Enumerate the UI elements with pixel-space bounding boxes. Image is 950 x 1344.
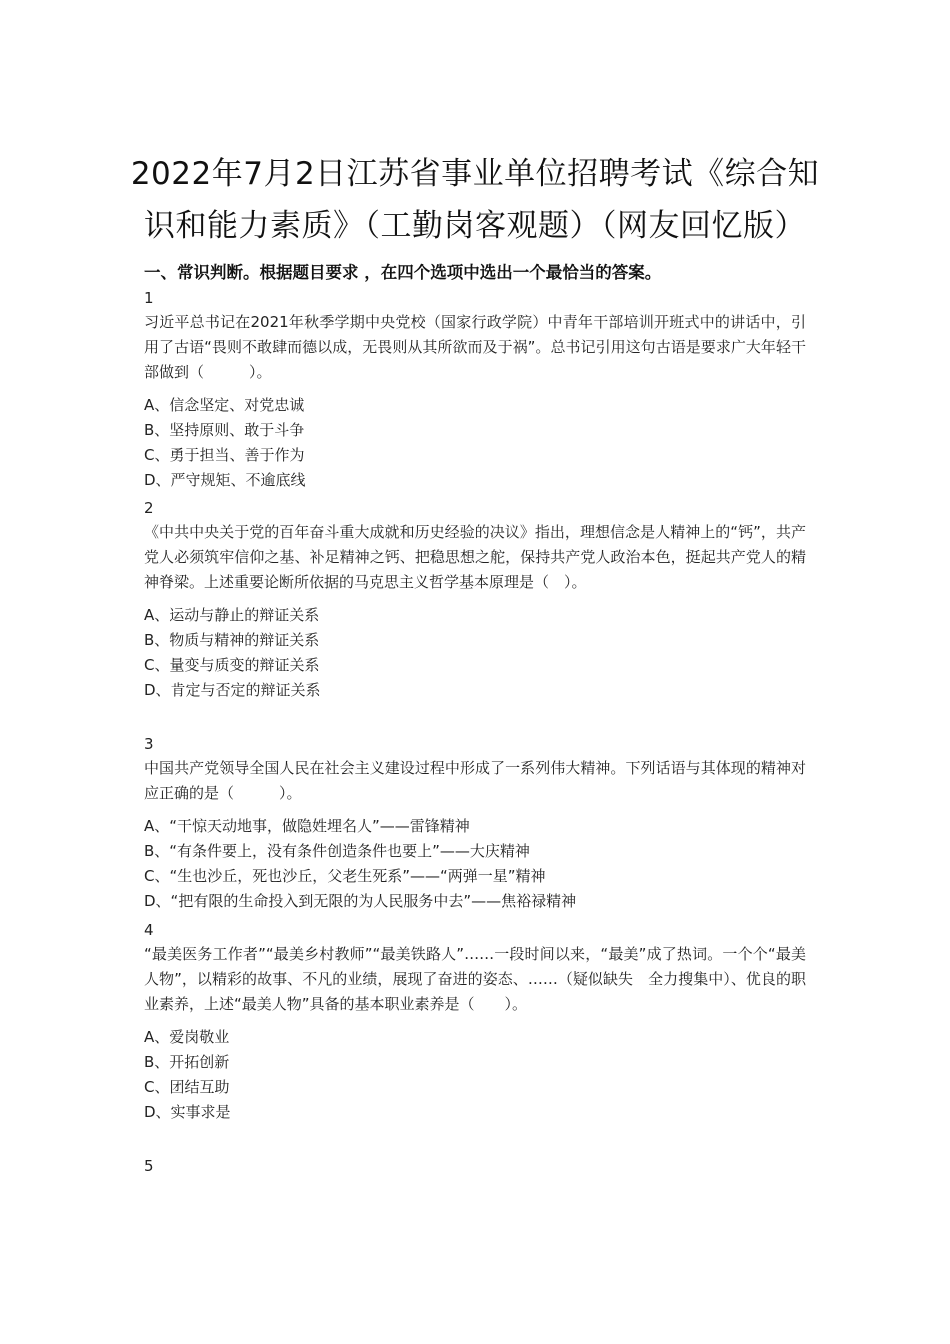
question-number: 5: [144, 1157, 154, 1175]
option-a: A、运动与静止的辩证关系: [144, 606, 320, 624]
option-d: D、严守规矩、不逾底线: [144, 471, 306, 489]
question-5: [144, 1154, 806, 1178]
option-d: D、“把有限的生命投入到无限的为人民服务中去”——焦裕禄精神: [144, 892, 577, 910]
option-a: A、“干惊天动地事，做隐姓埋名人”——雷锋精神: [144, 817, 470, 835]
question-number: 3: [144, 735, 154, 753]
question-3: [144, 732, 806, 914]
option-c: C、“生也沙丘，死也沙丘，父老生死系”——“两弹一星”精神: [144, 867, 546, 885]
option-b: B、开拓创新: [144, 1053, 230, 1071]
question-number: 1: [144, 289, 154, 307]
option-b: B、物质与精神的辩证关系: [144, 631, 320, 649]
option-d: D、肯定与否定的辩证关系: [144, 681, 321, 699]
option-a: A、信念坚定、对党忠诚: [144, 396, 305, 414]
option-d: D、实事求是: [144, 1103, 231, 1121]
option-a: A、爱岗敬业: [144, 1028, 230, 1046]
question-number: 2: [144, 499, 154, 517]
option-c: C、勇于担当、善于作为: [144, 446, 305, 464]
document-title: 2022年7月2日江苏省事业单位招聘考试《综合知识和能力素质》（工勤岗客观题）（网友回忆版）: [130, 156, 820, 244]
question-stem: “最美医务工作者”“最美乡村教师”“最美铁路人”……一段时间以来，“最美”成了热词。一个个“最美人物”，以精彩的故事、不凡的业绩，展现了奋进的姿态、……（疑似缺失 全力搜集中）、优良的职业素养，上述“最美人物”具备的基本职业素养是（ ）。: [144, 945, 806, 1013]
question-stem: 中国共产党领导全国人民在社会主义建设过程中形成了一系列伟大精神。下列话语与其体现的精神对应正确的是（ ）。: [144, 759, 806, 802]
question-2: [144, 496, 806, 703]
question-stem: 习近平总书记在2021年秋季学期中央党校（国家行政学院）中青年干部培训开班式中的讲话中，引用了古语“畏则不敢肆而德以成，无畏则从其所欲而及于祸”。总书记引用这句古语是要求广大年轻干部做到（ ）。: [144, 313, 806, 381]
option-c: C、量变与质变的辩证关系: [144, 656, 320, 674]
question-stem: 《中共中央关于党的百年奋斗重大成就和历史经验的决议》指出，理想信念是人精神上的“钙”，共产党人必须筑牢信仰之基、补足精神之钙、把稳思想之舵，保持共产党人政治本色，挺起共产党人的精神脊梁。上述重要论断所依据的马克思主义哲学基本原理是（ ）。: [144, 523, 806, 591]
section-heading: 一、常识判断。根据题目要求 ，在四个选项中选出一个最恰当的答案。: [144, 263, 662, 282]
question-1: [144, 286, 806, 493]
question-number: 4: [144, 921, 154, 939]
option-c: C、团结互助: [144, 1078, 230, 1096]
question-4: [144, 918, 806, 1125]
option-b: B、“有条件要上，没有条件创造条件也要上”——大庆精神: [144, 842, 530, 860]
option-b: B、坚持原则、敢于斗争: [144, 421, 305, 439]
